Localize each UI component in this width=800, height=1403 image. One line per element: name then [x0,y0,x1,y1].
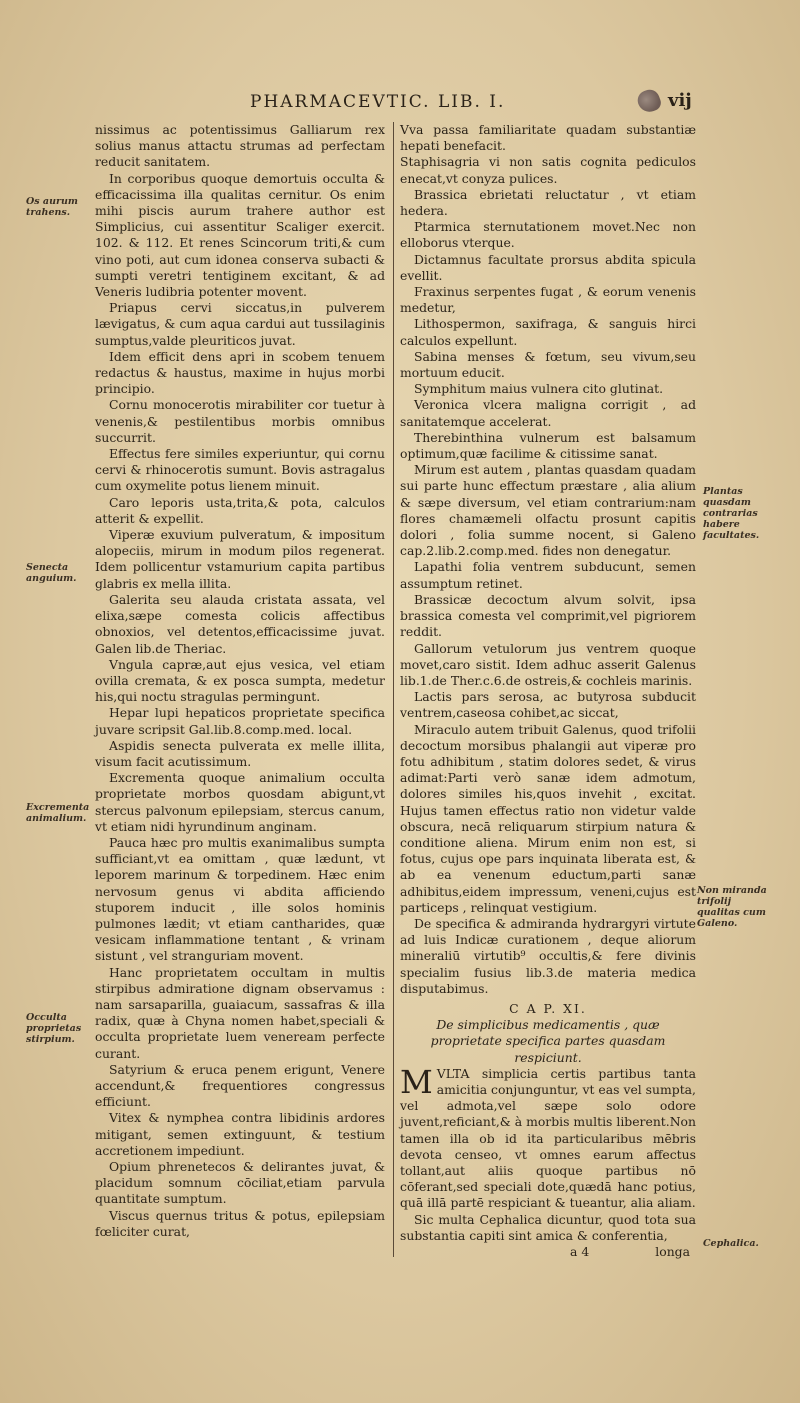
paragraph: Pauca hæc pro multis exanimalibus sumpta sufficiant,vt ea omittam , quæ lædunt, vt leporem marinum & torpedinem. Hæc enim nervosum genus vi abdita afficiendo stuporem inducit , ille solos hominis pulmones lædit; vt etiam cantharides, quæ vesicam inflammatione tentant , & vrinam sistunt , vel stranguriam movent. [95,834,385,964]
margin-note-occulta: Occulta proprietas stirpium. [26,1012,82,1045]
drop-cap: M [400,1062,433,1101]
paragraph: Viperæ exuvium pulveratum, & impositum alopeciis, mirum in modum pilos regenerat. Idem pollicentur vstamurium capita partibus glabris ex mella illita. [95,527,385,591]
paragraph: nissimus ac potentissimus Galliarum rex solius manus attactu strumas ad perfectam reducit sanitatem. [95,122,385,170]
paragraph: Cornu monocerotis mirabiliter cor tuetur à venenis,& pestilentibus morbis omnibus succurrit. [95,397,385,445]
paragraph: Mirum est autem , plantas quasdam quadam sui parte hunc effectum præstare , alia alium & sæpe diversum, vel etiam contrarium:nam flores chamæmeli olfactu prosunt capitis dolori , folia summe nocent, si Galeno cap.2.lib.2.comp.med. fides non denegatur. [400,462,696,559]
paragraph: Priapus cervi siccatus,in pulverem lævigatus, & cum aqua cardui aut tussilaginis sumptus,valde pleuriticos juvat. [95,300,385,348]
chapter-first-text: VLTA simplicia certis partibus tanta amicitia conjunguntur, vt eas vel sumpta, vel admota,vel sæpe solo odore juvent,reficiant,& à morbis multis liberent.Non tamen illa ob id ita particularibus mēbris devota censeo, vt omnes earum affectus tollant,aut aliis quoque partibus nō cōferant,sed speciali dote,quædā hanc potius, quā illā partē respiciant & tueantur, alia aliam. [400,1065,696,1211]
paragraph: Therebinthina vulnerum est balsamum optimum,quæ facilime & citissime sanat. [400,429,696,462]
paragraph: Lactis pars serosa, ac butyrosa subducit ventrem,caseosa cohibet,ac siccat, [400,689,696,721]
margin-note-plantas: Plantas quasdam contrarias habere facultates. [703,486,760,541]
paragraph: Lithospermon, saxifraga, & sanguis hirci calculos expellunt. [400,316,696,348]
paragraph: Hepar lupi hepaticos proprietate specifica juvare scripsit Gal.lib.8.comp.med. local. [95,705,385,737]
paragraph: Veronica vlcera maligna corrigit , ad sanitatemque accelerat. [400,397,696,429]
paragraph: Effectus fere similes experiuntur, qui cornu cervi & rhinocerotis sumunt. Bovis astragalus cum oxymelite potus lienem minuit. [95,446,385,494]
paragraph: Staphisagria vi non satis cognita pediculos enecat,vt conyza pulices. [400,154,696,186]
margin-note-cephalica: Cephalica. [703,1238,759,1249]
chapter-title: C A P. XI. [509,1000,587,1016]
paragraph: Brassicæ decoctum alvum solvit, ipsa brassica comesta vel comprimit,vel pigriorem reddit. [400,591,696,640]
paragraph: In corporibus quoque demortuis occulta & efficacissima illa qualitas cernitur. Os enim mihi piscis aurum trahere author est Simplicius, cui assentitur Scaliger exercit. 102. & 112. Et renes Scincorum triti,& cum vino poti, aut cum idonea conserva subacti & sumpti veretri tentiginem excitant, & ad Veneris ludibria potenter movent. [95,170,385,300]
catchword: longa [655,1244,690,1260]
paragraph: Vngula capræ,aut ejus vesica, vel etiam ovilla cremata, & ex posca sumpta, medetur his,qui noctu stragulas permingunt. [95,656,385,705]
page-number: vij [668,90,692,111]
paragraph: Excrementa quoque animalium occulta proprietate morbos quosdam abigunt,vt stercus palvonum epilepsiam, stercus canum, vt etiam nidi hyrundinum anginam. [95,770,385,834]
paragraph: Dictamnus facultate prorsus abdita spicula evellit. [400,251,696,283]
stain-ornament [635,87,663,115]
paragraph: Sic multa Cephalica dicuntur, quod tota sua substantia capiti sint amica & conferentia, [400,1211,696,1243]
paragraph: Caro leporis usta,trita,& pota, calculos atterit & expellit. [95,494,385,526]
paragraph: De specifica & admiranda hydrargyri virtute ad luis Indicæ curationem , deque aliorum mineraliū virtutib⁹ occultis,& fere divinis specialim fusius lib.3.de materia medica disputabimus. [400,915,696,996]
paragraph: Viscus quernus tritus & potus, epilepsiam fœliciter curat, [95,1207,385,1239]
left-column [95,122,385,1240]
paragraph: Satyrium & eruca penem erigunt, Venere accendunt,& frequentiores congressus efficiunt. [95,1061,385,1110]
signature-mark: a 4 [570,1244,590,1260]
paragraph: Vitex & nymphea contra libidinis ardores mitigant, semen extinguunt, & testium accretionem impediunt. [95,1110,385,1158]
chapter-first-paragraph [400,1062,696,1212]
paragraph: Gallorum vetulorum jus ventrem quoque movet,caro sistit. Idem adhuc asserit Galenus lib.1.de Ther.c.6.de ostreis,& cochleis marinis. [400,640,696,688]
margin-note-senecta: Senecta anguium. [26,562,77,584]
column-divider [393,122,394,1257]
paragraph: Galerita seu alauda cristata assata, vel elixa,sæpe comesta colicis affectibus obnoxios, vel detentos,efficacissime juvat. Galen lib.de Theriac. [95,591,385,656]
margin-note-non-miranda: Non miranda trifolij qualitas cum Galeno. [697,885,767,929]
paragraph: Opium phrenetecos & delirantes juvat, & placidum somnum cōciliat,etiam parvula quantitate sumptum. [95,1159,385,1207]
paragraph: Brassica ebrietati reluctatur , vt etiam hedera. [400,186,696,219]
paragraph: Hanc proprietatem occultam in multis stirpibus admiratione dignam observamus : nam sarsaparilla, guaiacum, sassafras & illa radix, quæ à Chyna nomen habet,speciali & occulta proprietate luem veneream perfecte curant. [95,964,385,1061]
paragraph: Symphitum maius vulnera cito glutinat. [414,381,664,397]
page-footer [400,1244,696,1260]
paragraph: Idem efficit dens apri in scobem tenuem redactus & haustus, maxime in hujus morbi principio. [95,348,385,397]
paragraph: Ptarmica sternutationem movet.Nec non elloborus vterque. [400,219,696,251]
paragraph: Lapathi folia ventrem subducunt, semen assumptum retinet. [400,559,696,591]
paragraph: Fraxinus serpentes fugat , & eorum venenis medetur, [400,284,696,316]
paragraph: Vva passa familiaritate quadam substantiæ hepati benefacit. [400,122,696,154]
paragraph: Miraculo autem tribuit Galenus, quod trifolii decoctum morsibus phalangii aut viperæ pro fotu adhibitum , statim dolores sedet, & virus adimat:Parti verò sanæ idem admotum, dolores similes his,quos invehit , excitat. Hujus tamen effectus ratio non videtur valde obscura, necā reliquarum stirpium natura & conditione aliena. Mirum enim non est, si fotus, cujus ope pars inquinata liberata est, & ab ea venenum eductum,parti sanæ adhibitus,eidem impressum, veneni,cujus est particeps , relinquat vestigium. [400,721,696,915]
right-column [400,122,696,1260]
running-title: PHARMACEVTIC. LIB. I. [250,92,506,112]
paragraph: Sabina menses & fœtum, seu vivum,seu mortuum educit. [400,348,696,381]
margin-note-os-aurum: Os aurum trahens. [26,196,78,218]
chapter-subtitle: De simplicibus medicamentis , quæ proprietate specifica partes quasdam respiciunt. [430,1017,666,1065]
paragraph: Aspidis senecta pulverata ex melle illita, visum facit acutissimum. [95,737,385,769]
margin-note-excrementa: Excrementa animalium. [26,802,90,824]
